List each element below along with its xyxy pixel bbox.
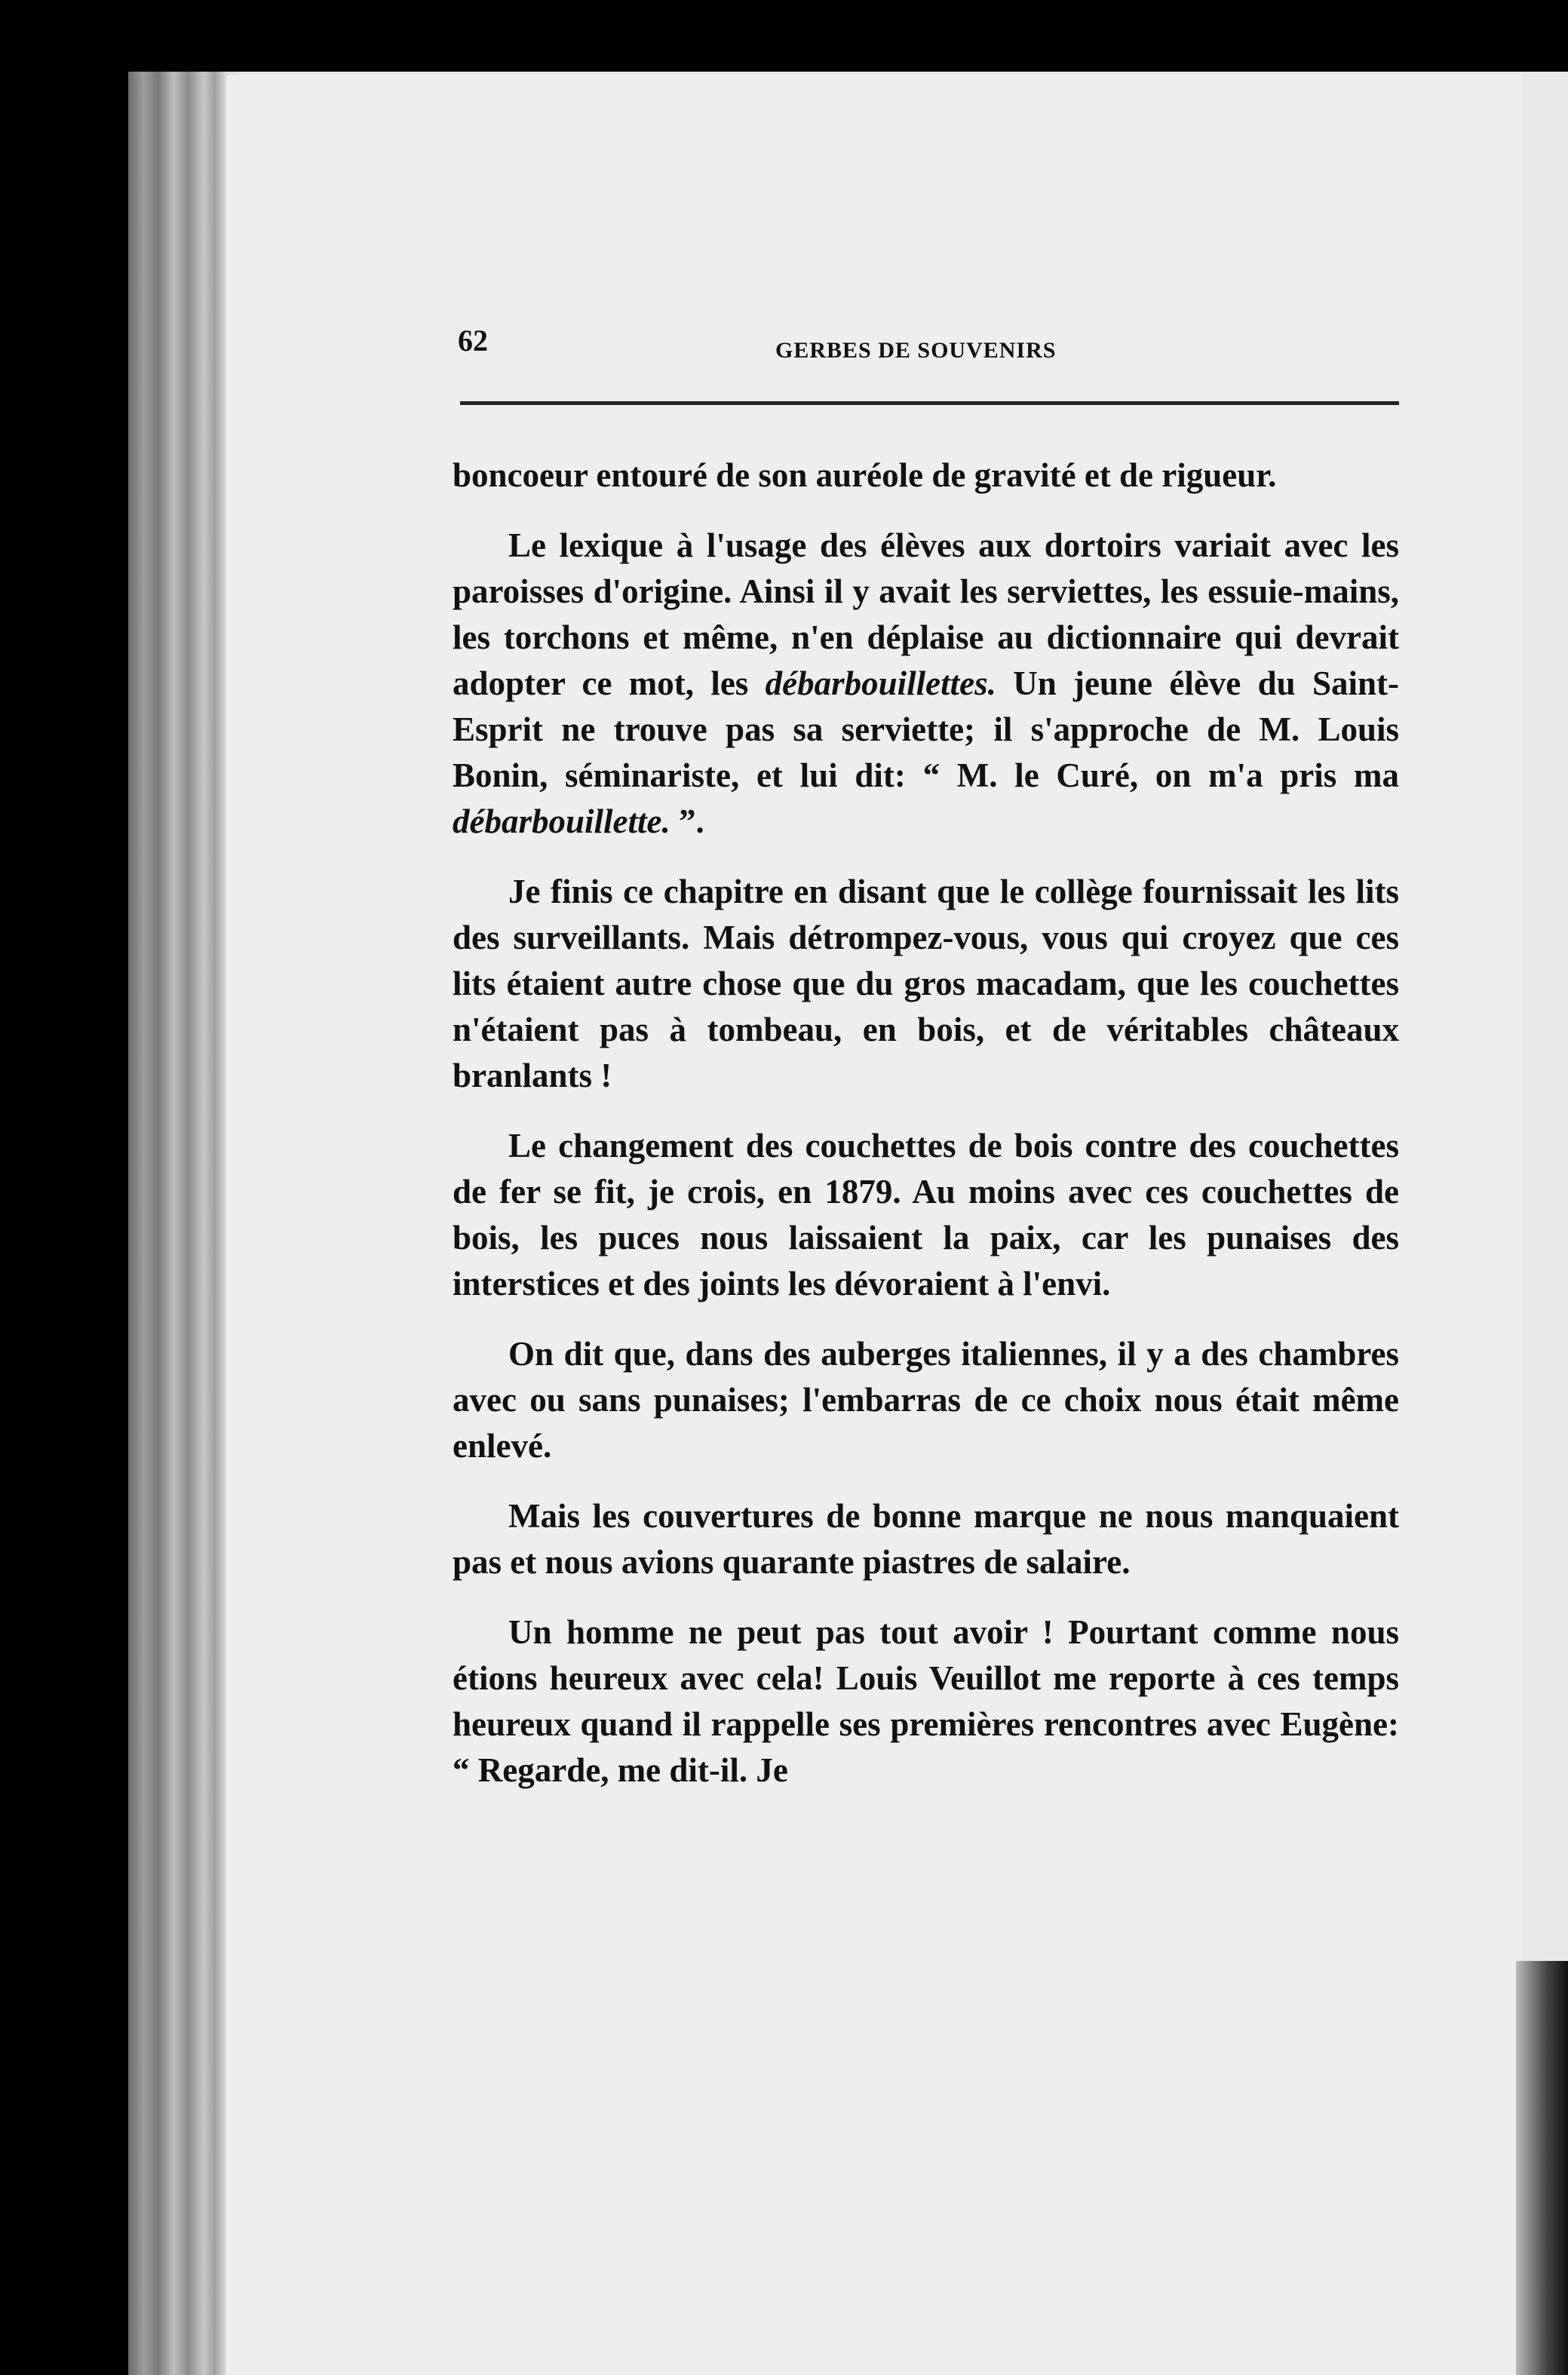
page-number: 62	[458, 324, 488, 357]
header-rule	[460, 401, 1399, 405]
running-title: GERBES DE SOUVENIRS	[775, 338, 1057, 363]
italic-term: débarbouillette.	[453, 802, 670, 840]
paragraph-5	[453, 1493, 1399, 1585]
paragraph-text: ”.	[670, 802, 704, 840]
paragraph-text: Un homme ne peut pas tout avoir ! Pourtant comme nous étions heureux avec cela! Louis Veuillot me reporte à ces temps heureux quand il rappelle ses premières rencontres avec Eugène: “ Regarde, me dit-il. Je	[453, 1613, 1399, 1789]
paragraph-text: Un jeune élève du Saint-Esprit ne trouve pas sa serviette; il s'approche de M. Louis Bonin, séminariste, et lui dit: “ M. le Curé, on m'a pris ma	[453, 664, 1400, 794]
paragraph-1	[453, 523, 1399, 845]
paragraph-text: Le changement des couchettes de bois contre des couchettes de fer se fit, je crois, en 1879. Au moins avec ces couchettes de bois, les puces nous laissaient la paix, car les punaises des interstices et des joints les dévoraient à l'envi.	[453, 1127, 1399, 1303]
page-right-edge	[1516, 1961, 1568, 2375]
paragraph-6	[453, 1609, 1399, 1794]
paragraph-text: Mais les couvertures de bonne marque ne nous manquaient pas et nous avions quarante piastres de salaire.	[453, 1497, 1399, 1581]
body-text	[453, 453, 1399, 1818]
paragraph-text: boncoeur entouré de son auréole de gravité et de rigueur.	[453, 456, 1277, 494]
paragraph-3	[453, 1123, 1399, 1307]
paragraph-text: Je finis ce chapitre en disant que le collège fournissait les lits des surveillants. Mais détrompez-vous, vous qui croyez que ces lits étaient autre chose que du gros macadam, que les couchettes n'étaient pas à tombeau, en bois, et de véritables châteaux branlants !	[453, 873, 1399, 1094]
paragraph-2	[453, 869, 1399, 1099]
paragraph-0	[453, 453, 1399, 499]
paragraph-text: Le lexique à l'usage des élèves aux dortoirs variait avec les paroisses d'origine. Ainsi il y avait les serviettes, les essuie-mains, les torchons et même, n'en déplaise au dictionnaire qui devrait adopter ce mot, les	[453, 526, 1399, 702]
paragraph-4	[453, 1331, 1399, 1469]
paragraph-text: On dit que, dans des auberges italiennes, il y a des chambres avec ou sans punaises; l'embarras de ce choix nous était même enlevé.	[453, 1335, 1399, 1465]
italic-term: débarbouillettes.	[765, 664, 996, 702]
